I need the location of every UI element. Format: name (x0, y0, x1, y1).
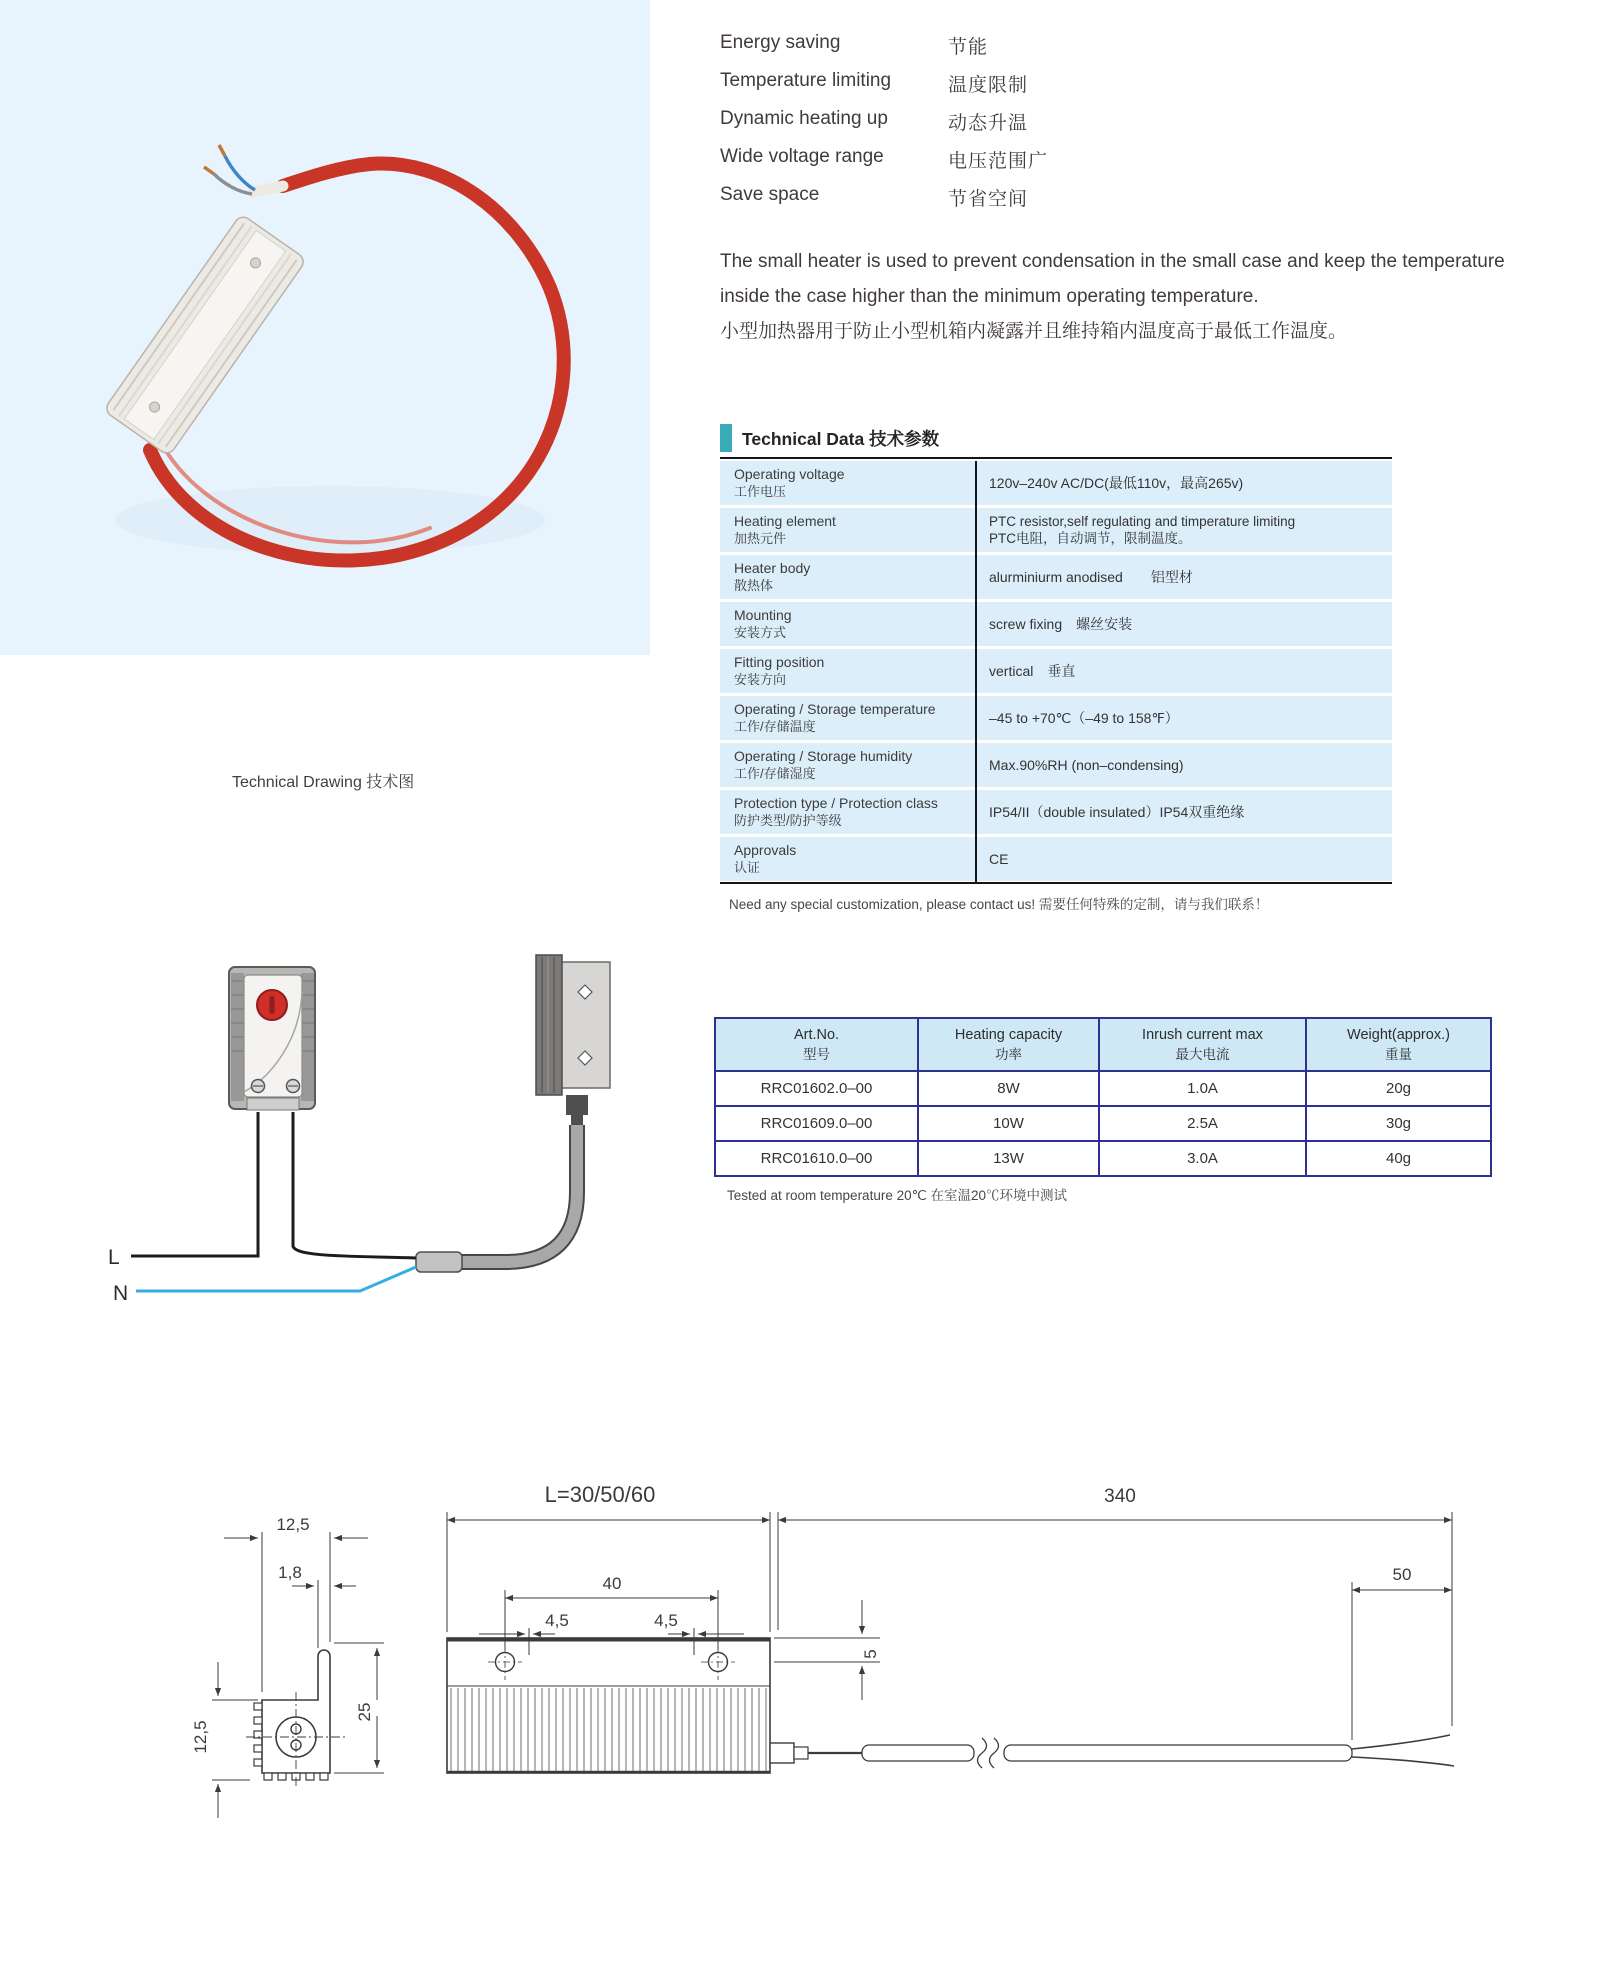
row-label-zh: 加热元件 (734, 531, 787, 546)
description-en: The small heater is used to prevent condensation in the small case and keep the temperature inside the case higher than the minimum operating temperature. (720, 251, 1505, 307)
accent-bar (720, 424, 732, 452)
row-label-en: Approvals (734, 842, 797, 858)
row-value: alurminiurm anodised 铝型材 (989, 568, 1193, 585)
cable-gland (566, 1095, 588, 1115)
technical-drawing-label: Technical Drawing 技术图 (232, 774, 415, 791)
col-header-en: Heating capacity (954, 1026, 1063, 1043)
dim-depth-top: 12,5 (276, 1515, 310, 1534)
heating-capacity: 10W (918, 1106, 1099, 1141)
feature-line (720, 108, 1048, 135)
description-zh: 小型加热器用于防止小型机箱内凝露并且维持箱内温度高于最低工作温度。 (720, 321, 1348, 342)
col-header-zh: 功率 (995, 1046, 1022, 1062)
row-value: Max.90%RH (non–condensing) (989, 756, 1184, 773)
cable-sleeve (416, 1252, 462, 1272)
feature-line (720, 146, 1048, 173)
article-table-header (715, 1018, 1491, 1071)
weight: 40g (1306, 1141, 1491, 1176)
row-label-en: Heater body (734, 560, 811, 576)
weight: 20g (1306, 1071, 1491, 1106)
copper-tip-2 (204, 167, 214, 174)
col-header-zh: 型号 (803, 1046, 830, 1062)
cable-sleeve-end (253, 186, 283, 192)
dim-strip-length: 50 (1392, 1565, 1412, 1584)
table-row (720, 743, 1392, 787)
table-row (720, 555, 1392, 599)
article-row (715, 1141, 1491, 1176)
row-label-zh: 工作/存储温度 (734, 719, 816, 734)
dim-hole-offset-1: 4,5 (545, 1611, 569, 1630)
dim-hole-span: 40 (602, 1574, 622, 1593)
table-row (720, 508, 1392, 552)
dim-height-right: 25 (355, 1702, 374, 1722)
col-header-zh: 重量 (1385, 1046, 1412, 1062)
dim-height-left: 12,5 (191, 1720, 210, 1754)
table-row (720, 461, 1392, 505)
table-row (720, 649, 1392, 693)
tested-note: Tested at room temperature 20℃ 在室温20℃环境中测试 (727, 1188, 1068, 1203)
row-value: 120v–240v AC/DC(最低110v，最高265v) (989, 474, 1244, 491)
table-column-divider (975, 461, 977, 882)
wiring-diagram (90, 945, 650, 1315)
cable-run (770, 1735, 1454, 1768)
technical-data-table (720, 461, 1392, 884)
dimension-drawing (130, 1455, 1490, 1915)
table-row (720, 696, 1392, 740)
heater-side-view (536, 955, 610, 1125)
row-label-en: Protection type / Protection class (734, 795, 938, 811)
dim-hole-band: 5 (861, 1649, 880, 1659)
feature-list (720, 32, 1048, 222)
product-photo-panel (0, 0, 650, 655)
customization-note: Need any special customization, please contact us! 需要任何特殊的定制，请与我们联系！ (729, 897, 1269, 912)
heating-capacity: 8W (918, 1071, 1099, 1106)
feature-line (720, 184, 1048, 211)
inrush-current: 2.5A (1099, 1106, 1306, 1141)
live-wire (131, 1112, 258, 1256)
feature-en: Wide voltage range (720, 146, 884, 167)
product-photo (0, 0, 650, 655)
row-value: CE (989, 850, 1009, 867)
feature-zh: 动态升温 (948, 113, 1029, 134)
thermostat (229, 967, 315, 1110)
row-label-zh: 防护类型/防护等级 (734, 813, 842, 828)
neutral-wire (136, 1267, 416, 1291)
col-header-zh: 最大电流 (1175, 1046, 1230, 1062)
dim-cable-length: 340 (1104, 1486, 1136, 1507)
table-row (720, 790, 1392, 834)
l-label: L (108, 1246, 120, 1269)
grey-cable (460, 1125, 577, 1262)
row-label-en: Heating element (734, 513, 836, 529)
col-header-en: Weight(approx.) (1347, 1026, 1450, 1043)
col-header-en: Art.No. (793, 1026, 840, 1043)
heating-capacity: 13W (918, 1141, 1099, 1176)
row-value: PTC resistor,self regulating and timperature limiting (989, 514, 1296, 529)
art-no: RRC01609.0–00 (715, 1106, 918, 1141)
switched-wire (293, 1112, 416, 1258)
row-label-en: Operating / Storage humidity (734, 748, 913, 764)
dim-length: L=30/50/60 (544, 1482, 656, 1507)
row-label-zh: 认证 (734, 860, 761, 875)
table-row (720, 837, 1392, 881)
art-no: RRC01602.0–00 (715, 1071, 918, 1106)
dim-hole-offset-2: 4,5 (654, 1611, 678, 1630)
weight: 30g (1306, 1106, 1491, 1141)
technical-data-title: Technical Data 技术参数 (742, 428, 940, 449)
inrush-current: 3.0A (1099, 1141, 1306, 1176)
n-label: N (113, 1282, 129, 1305)
profile-section (246, 1650, 348, 1786)
feature-en: Save space (720, 184, 820, 205)
row-label-en: Operating / Storage temperature (734, 701, 936, 717)
feature-en: Temperature limiting (720, 70, 892, 91)
row-label-zh: 安装方式 (734, 625, 787, 640)
art-no: RRC01610.0–00 (715, 1141, 918, 1176)
row-value: –45 to +70℃（–49 to 158℉） (989, 709, 1179, 726)
table-rule-bottom (720, 882, 1392, 884)
technical-data-header (720, 424, 939, 452)
table-row (720, 602, 1392, 646)
article-row (715, 1106, 1491, 1141)
row-label-zh: 工作电压 (734, 484, 787, 499)
row-label-en: Operating voltage (734, 466, 845, 482)
feature-line (720, 32, 1048, 59)
row-value: screw fixing 螺丝安装 (989, 615, 1133, 632)
row-label-en: Fitting position (734, 654, 825, 670)
row-label-zh: 安装方向 (734, 672, 787, 687)
row-label-zh: 工作/存储湿度 (734, 766, 816, 781)
dim-wall: 1,8 (278, 1563, 302, 1582)
side-elevation (447, 1638, 770, 1773)
article-table (714, 1017, 1492, 1177)
col-header-en: Inrush current max (1142, 1026, 1263, 1043)
feature-zh: 节能 (948, 37, 989, 58)
heater-body (103, 214, 306, 456)
feature-line (720, 70, 1048, 97)
row-label-zh: 散热体 (734, 578, 774, 593)
row-label-en: Mounting (734, 607, 792, 623)
table-rule-top (720, 457, 1392, 459)
feature-zh: 电压范围广 (948, 151, 1049, 172)
product-description (720, 244, 1520, 349)
copper-tip-1 (219, 145, 225, 156)
article-row (715, 1071, 1491, 1106)
feature-en: Energy saving (720, 32, 841, 53)
feature-en: Dynamic heating up (720, 108, 888, 129)
inrush-current: 1.0A (1099, 1071, 1306, 1106)
row-value-2: PTC电阻，自动调节，限制温度。 (989, 531, 1192, 546)
feature-zh: 节省空间 (948, 189, 1029, 210)
row-value: IP54/II（double insulated）IP54双重绝缘 (989, 803, 1245, 820)
row-value: vertical 垂直 (989, 662, 1076, 679)
feature-zh: 温度限制 (948, 75, 1029, 96)
